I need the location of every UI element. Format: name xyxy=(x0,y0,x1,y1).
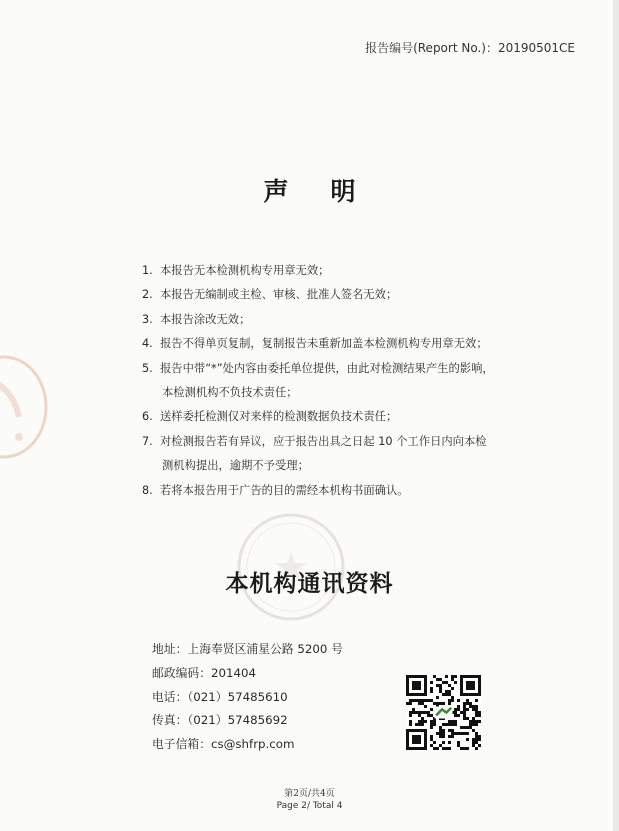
declaration-item-4: 4. 报告不得单页复制，复制报告未重新加盖本检测机构专用章无效； xyxy=(142,337,488,351)
declaration-item-1: 1. 本报告无本检测机构专用章无效； xyxy=(142,264,330,277)
contact-info xyxy=(152,638,343,757)
declaration-item-7: 7. 对检测报告若有异议，应于报告出具之日起 10 个工作日内向本检 xyxy=(142,434,487,448)
declaration-title: 声明 xyxy=(263,177,398,206)
postcode: 邮政编码：201404 xyxy=(152,665,257,680)
declaration-item-3: 3. 本报告涂改无效； xyxy=(142,312,251,326)
declaration-item-2: 2. 本报告无编制或主检、审核、批准人签名无效； xyxy=(142,288,398,302)
declaration-list xyxy=(142,259,562,503)
address: 地址：上海奉贤区浦星公路 5200 号 xyxy=(152,642,343,656)
declaration-item-5-cont: 本检测机构不负技术责任； xyxy=(162,386,298,400)
declaration-item-8: 8. 若将本报告用于广告的目的需经本机构书面确认。 xyxy=(142,483,409,497)
page-number-en: Page 2/ Total 4 xyxy=(276,801,343,811)
declaration-item-7-cont: 测机构提出，逾期不予受理； xyxy=(162,459,309,473)
qr-code[interactable] xyxy=(406,675,481,750)
declaration-item-6: 6. 送样委托检测仅对来样的检测数据负技术责任； xyxy=(142,410,398,424)
page-number-cn: 第2页/共4页 xyxy=(284,789,335,799)
declaration-item-5: 5. 报告中带“*”处内容由委托单位提供，由此对检测结果产生的影响， xyxy=(142,361,494,375)
phone: 电话：（021）57485610 xyxy=(152,689,288,704)
email[interactable]: 电子信箱：cs@shfrp.com xyxy=(152,737,295,752)
contact-title: 本机构通讯资料 xyxy=(225,571,394,597)
red-stamp-seal xyxy=(0,352,50,462)
page-edge xyxy=(613,0,619,831)
page-footer xyxy=(0,788,619,812)
report-number: 报告编号(Report No.)：20190501CE xyxy=(365,41,575,55)
fax: 传真：（021）57485692 xyxy=(152,713,288,728)
